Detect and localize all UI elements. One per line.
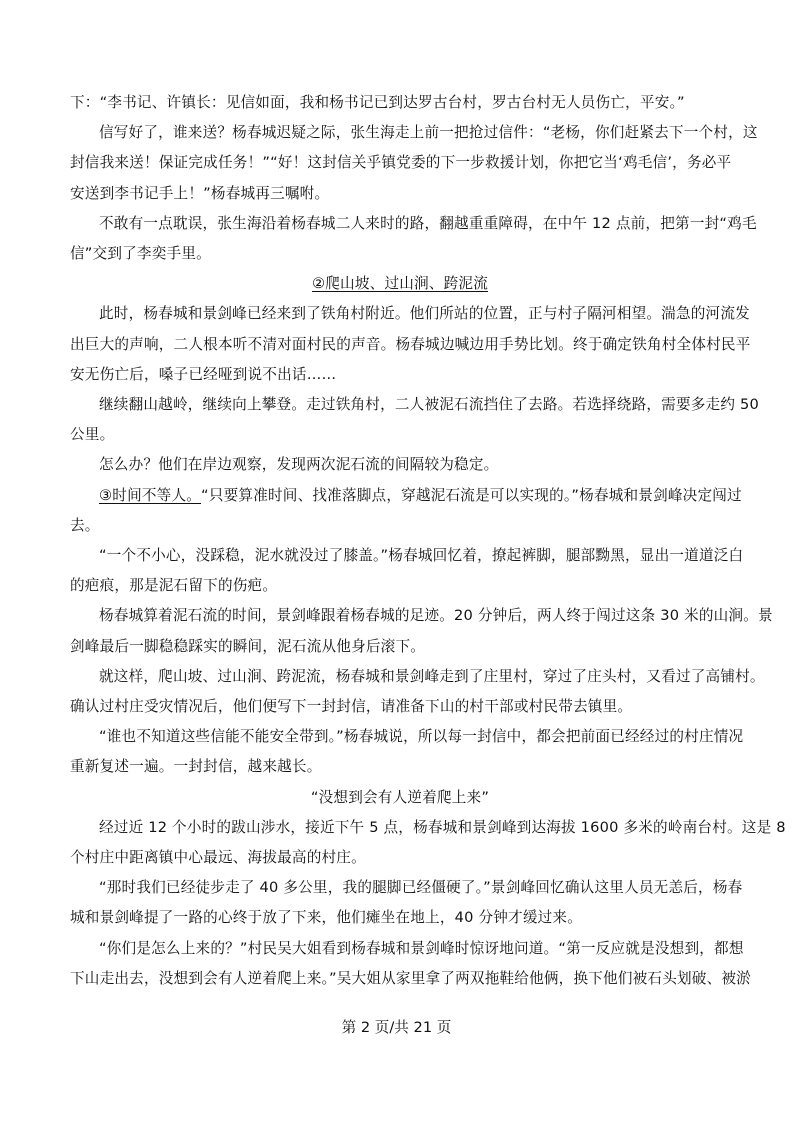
text-line-rest: “只要算准时间、找准落脚点，穿越泥石流是可以实现的。”杨春城和景剑峰决定闯过 bbox=[201, 486, 742, 504]
text-line: 信”交到了李奕手里。 bbox=[70, 245, 211, 263]
page-number-footer: 第 2 页/共 21 页 bbox=[341, 1019, 452, 1036]
underlined-phrase: ③时间不等人。 bbox=[99, 486, 202, 504]
text-line: 城和景剑峰提了一路的心终于放了下来，他们瘫坐在地上，40 分钟才缓过来。 bbox=[70, 909, 583, 927]
text-line: 出巨大的声响，二人根本听不清对面村民的声音。杨春城边喊边用手势比划。终于确定铁角村全体村民平 bbox=[70, 335, 751, 353]
text-line: 剑峰最后一脚稳稳踩实的瞬间，泥石流从他身后滚下。 bbox=[70, 637, 426, 655]
text-line: 的疤痕，那是泥石留下的伤疤。 bbox=[70, 577, 278, 595]
text-line: 经过近 12 个小时的跋山涉水，接近下午 5 点，杨春城和景剑峰到达海拔 1600 多米的岭南台村。这是 8 bbox=[99, 818, 786, 836]
text-line: 不敢有一点耽误，张生海沿着杨春城二人来时的路，翻越重重障碍，在中午 12 点前，把第一封“鸡毛 bbox=[99, 214, 757, 232]
text-line: 就这样，爬山坡、过山涧、跨泥流，杨春城和景剑峰走到了庄里村，穿过了庄头村，又看过了高铺村。 bbox=[99, 667, 765, 685]
text-line: 安送到李书记手上！”杨春城再三嘱咐。 bbox=[70, 184, 330, 202]
text-line: 继续翻山越岭，继续向上攀登。走过铁角村，二人被泥石流挡住了去路。若选择绕路，需要多走约 50 bbox=[99, 396, 759, 414]
section-heading bbox=[70, 269, 730, 299]
section-heading-text: ②爬山坡、过山涧、跨泥流 bbox=[311, 275, 488, 293]
text-line: 下山走出去，没想到会有人逆着爬上来。”吴大姐从家里拿了两双拖鞋给他俩，换下他们被石头划破、被淤 bbox=[70, 969, 751, 987]
text-line: 怎么办？他们在岸边观察，发现两次泥石流的间隔较为稳定。 bbox=[99, 456, 499, 474]
text-line: 公里。 bbox=[70, 426, 115, 444]
text-line: 确认过村庄受灾情况后，他们便写下一封封信，请准备下山的村干部或村民带去镇里。 bbox=[70, 698, 633, 716]
section-heading: “没想到会有人逆着爬上来” bbox=[310, 788, 490, 806]
text-line: 杨春城算着泥石流的时间，景剑峰跟着杨春城的足迹。20 分钟后，两人终于闯过这条 30 米的山涧。景 bbox=[99, 607, 773, 625]
text-line: “那时我们已经徒步走了 40 多公里，我的腿脚已经僵硬了。”景剑峰回忆确认这里人员无恙后，杨春 bbox=[99, 879, 743, 897]
text-line: “谁也不知道这些信能不能安全带到。”杨春城说，所以每一封信中，都会把前面已经经过的村庄情况 bbox=[99, 728, 744, 746]
text-line: “你们是怎么上来的？”村民吴大姐看到杨春城和景剑峰时惊讶地问道。“第一反应就是没想到，都想 bbox=[99, 939, 744, 957]
text-line: 个村庄中距离镇中心最远、海拔最高的村庄。 bbox=[70, 849, 366, 867]
text-line: 信写好了，谁来送？杨春城迟疑之际，张生海走上前一把抢过信件：“老杨，你们赶紧去下一个村，这 bbox=[99, 124, 758, 142]
text-line: “一个不小心，没踩稳，泥水就没过了膝盖。”杨春城回忆着，撩起裤脚，腿部黝黑，显出一道道泛白 bbox=[99, 547, 744, 565]
text-line: 下：“李书记、许镇长：见信如面，我和杨书记已到达罗古台村，罗古台村无人员伤亡，平安。” bbox=[70, 94, 685, 111]
text-line: 封信我来送！保证完成任务！”“好！这封信关乎镇党委的下一步救援计划，你把它当‘鸡毛信’，务必平 bbox=[70, 154, 732, 172]
text-line: 此时，杨春城和景剑峰已经来到了铁角村附近。他们所站的位置，正与村子隔河相望。湍急的河流发 bbox=[99, 305, 750, 323]
text-line bbox=[70, 481, 742, 511]
text-line: 重新复述一遍。一封封信，越来越长。 bbox=[70, 758, 322, 776]
text-line: 去。 bbox=[70, 516, 100, 534]
text-line: 安无伤亡后，嗓子已经哑到说不出话…… bbox=[70, 365, 337, 383]
document-body bbox=[70, 88, 786, 994]
